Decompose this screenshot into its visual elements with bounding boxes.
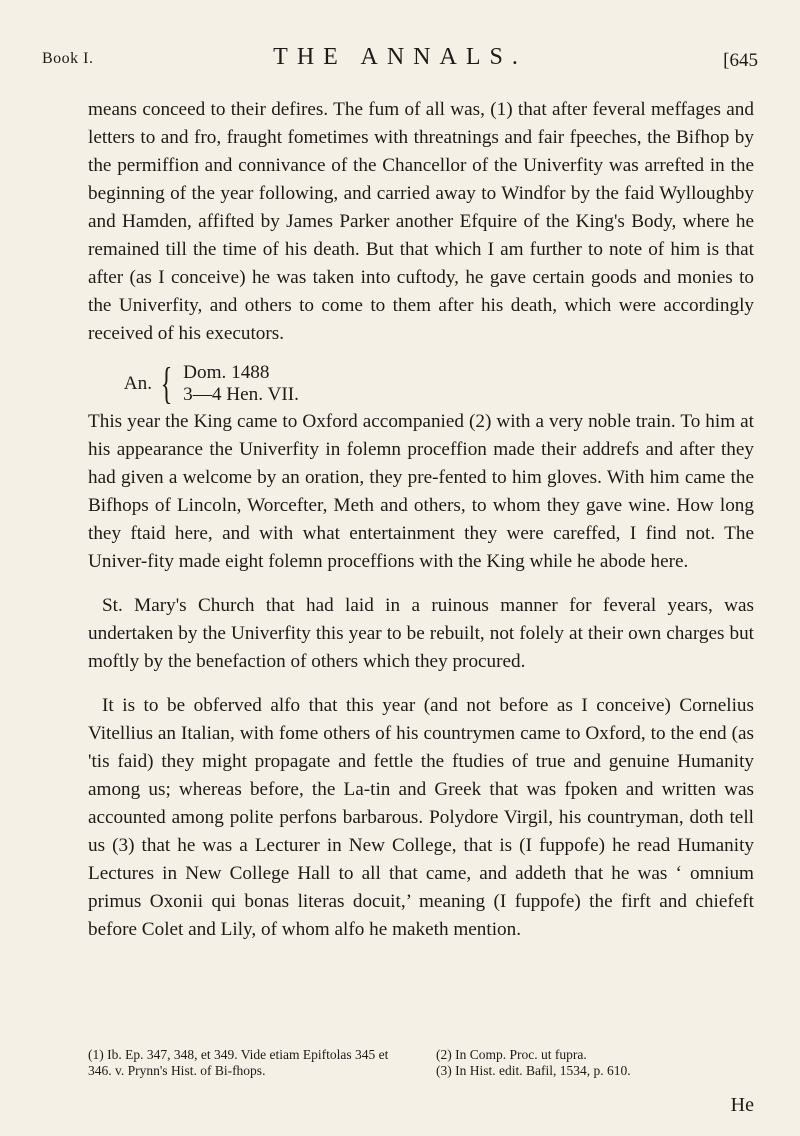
annus-dom: Dom. 1488 xyxy=(183,362,270,383)
main-text xyxy=(88,96,754,944)
footnotes xyxy=(88,1047,754,1079)
annus-label: An. xyxy=(123,373,152,394)
running-header xyxy=(42,44,758,74)
paragraph-1: means conceed to their defires. The fum of all was, (1) that after feveral meffages and letters to and fro, fraught fometimes with threatnings and fair fpeeches, the Bifhop by the permiffion and connivance of the Chancellor of the Univerfity was arrefted in the beginning of the year following, and carried away to Windfor by the faid Wylloughby and Hamden, affifted by James Parker another Efquire of the King's Body, where he remained till the time of his death. But that which I am further to note of him is that after (as I conceive) he was taken into cuftody, he gave certain goods and monies to the Univerfity, and others to come to them after his death, which were accordingly received of his executors. xyxy=(88,99,754,344)
brace-icon: { xyxy=(160,359,173,408)
catchword: He xyxy=(730,1094,754,1116)
paragraph-2: This year the King came to Oxford accompanied (2) with a very noble train. To him at his appearance the Univerfity in folemn proceffion made their addrefs and after they had given a welcome by an oration, they pre-fented to him gloves. With him came the Bifhops of Lincoln, Worcefter, Meth and others, to whom they gave wine. How long they ftaid here, and with what entertainment they were careffed, I find not. The Univer-fity made eight folemn proceffions with the King while he abode here. xyxy=(88,411,754,572)
footnote-right xyxy=(436,1047,754,1079)
paragraph-3: St. Mary's Church that had laid in a ruinous manner for feveral years, was undertaken by the Univerfity this year to be rebuilt, not folely at their own charges but moftly by the benefaction of others which they procured. xyxy=(88,595,754,672)
footnote-3: (3) In Hist. edit. Bafil, 1534, p. 610. xyxy=(436,1063,631,1078)
footnote-left: (1) Ib. Ep. 347, 348, et 349. Vide etiam Epiftolas 345 et 346. v. Prynn's Hist. of Bi-fhops. xyxy=(88,1047,389,1078)
page-number: [645 xyxy=(723,50,758,71)
paragraph-4: It is to be obferved alfo that this year (and not before as I conceive) Cornelius Vitellius an Italian, with fome others of his countrymen came to Oxford, to the end (as 'tis faid) they might propagate and fettle the ftudies of true and genuine Humanity among us; whereas before, the La-tin and Greek that was fpoken and written was accounted among polite perfons barbarous. Polydore Virgil, his countryman, doth tell us (3) that he was a Lecturer in New College, that is (I fuppofe) he read Humanity Lectures in New College Hall to all that came, and addeth that he was ‘ omnium primus Oxonii qui bonas literas docuit,’ meaning (I fuppofe) the firft and chiefeft before Colet and Lily, of whom alfo he maketh mention. xyxy=(88,695,754,940)
year-annotation xyxy=(88,359,754,408)
annus-regnal: 3—4 Hen. VII. xyxy=(183,384,299,405)
book-number: Book I. xyxy=(42,50,94,67)
footnote-2: (2) In Comp. Proc. ut fupra. xyxy=(436,1047,587,1062)
running-title: THE ANNALS. xyxy=(273,44,527,70)
